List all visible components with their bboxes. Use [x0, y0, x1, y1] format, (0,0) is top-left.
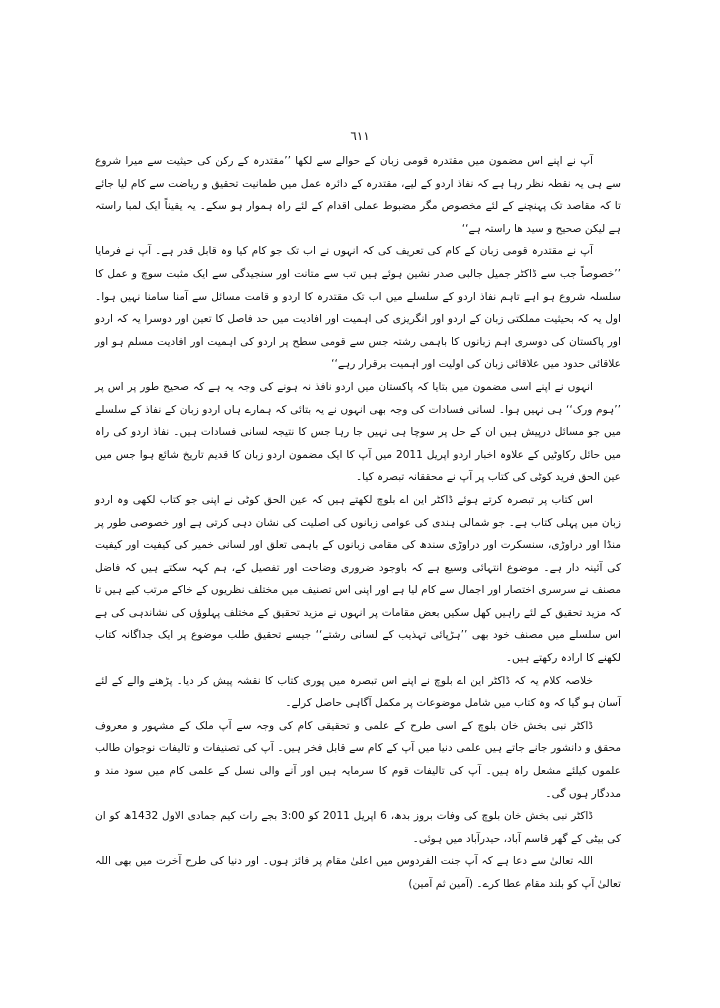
paragraph-7: ڈاکٹر نبی بخش خان بلوچ کی وفات بروز بدھ، 6 اپریل 2011 کو 3:00 بجے رات کیم جمادی الاول 1432ھ کو ان کی بیٹی کے گھر قاسم آباد، حیدرآباد میں ہوئی۔ — [95, 810, 621, 845]
paragraph-3: انہوں نے اپنے اسی مضمون میں بتایا کہ پاکستان میں اردو نافذ نہ ہونے کی وجہ یہ ہے کہ صحیح طور پر اس پر ’’ہوم ورک‘‘ ہی نہیں ہوا۔ لسانی فسادات کی وجہ بھی انہوں نے یہ بتائی کہ ہمارے ہاں اردو زبان کے نفاذ کے سلسلے میں جو مسائل درپیش ہیں ان کے حل پر سوچا ہی نہیں جا رہا جس کا نتیجہ لسانی فسادات ہیں۔ نفاذ اردو کی راہ میں حائل رکاوٹیں کے علاوہ اخبار اردو اپریل 2011 میں آپ کا ایک مضمون اردو زبان کا قدیم تاریخ شائع ہوا جس میں عین الحق فرید کوٹی کی کتاب پر آپ نے محققانہ تبصرہ کیا۔ — [95, 380, 622, 484]
paragraph-6: ڈاکٹر نبی بخش خان بلوچ کے اسی طرح کے علمی و تحقیقی کام کی وجہ سے آپ ملک کے مشہور و معروف محقق و دانشور جانے جاتے ہیں علمی دنیا میں آپ کے کام سے قابل فخر ہیں۔ آپ کی تصنیفات و تالیفات نوجوان طالب علموں کیلئے مشعل راہ ہیں۔ آپ کی تالیفات قوم کا سرمایہ ہیں اور آنے والی نسل کے علمی کام میں سود مند و مددگار ہوں گی۔ — [95, 719, 621, 800]
page-number: ٦١١ — [350, 129, 370, 143]
paragraph-8: اللہ تعالیٰ سے دعا ہے کہ آپ جنت الفردوس میں اعلیٰ مقام پر فائز ہوں۔ اور دنیا کی طرح آخرت میں بھی اللہ تعالیٰ آپ کو بلند مقام عطا کرے۔ (آمین ثم آمین) — [95, 855, 621, 890]
paragraph-2: آپ نے مقتدرہ قومی زبان کے کام کی تعریف کی کہ انہوں نے اب تک جو کام کیا وہ قابل قدر ہے۔ آپ نے فرمایا ’’خصوصاً جب سے ڈاکٹر جمیل جالبی صدر نشین ہوئے ہیں تب سے متانت اور سنجیدگی سے ایک مثبت سوچ و عمل کا سلسلہ شروع ہو اہے تاہم نفاذ اردو کے سلسلے میں اب تک مقتدرہ کا اردو و قامت مسائل سے آمنا سامنا نہیں ہوا۔ اول یہ کہ بحیثیت مملکتی زبان کے اردو اور انگریزی کی اہمیت اور افادیت میں حد فاصل کا تعین اور دوسرا یہ کہ اردو اور پاکستان کی دوسری اہم زبانوں کا باہمی رشتہ جس سے قومی سطح پر اردو کی اہمیت اور افادیت مسلم ہو اور علاقائی حدود میں علاقائی زبان کی اولیت اور اہمیت برقرار رہے‘‘ — [95, 245, 621, 371]
paragraph-5: خلاصہ کلام یہ کہ ڈاکٹر این اے بلوچ نے اپنے اس تبصرہ میں پوری کتاب کا نقشہ پیش کر دیا۔ پڑھنے والے کے لئے آسان ہو گیا کہ وہ کتاب میں شامل موضوعات پر مکمل آگاہی حاصل کرلے۔ — [95, 674, 621, 710]
paragraph-1: آپ نے اپنے اس مضمون میں مقتدرہ قومی زبان کے حوالے سے لکھا ’’مقتدرہ کے رکن کی حیثیت سے میرا شروع سے ہی یہ نقطہ نظر رہا ہے کہ نفاذ اردو کے لیے، مقتدرہ کے دائرہ عمل میں طمانیت تحقیق و ریاضت سے کام لیا جائے تا کہ مقاصد تک پہنچنے کے لئے مخصوص مگر مضبوط عملی اقدام کے لئے راہ ہموار ہو سکے۔ یہ یقیناً ایک لمبا راستہ ہے لیکن صحیح و سید ھا راستہ ہے‘‘ — [95, 155, 621, 235]
paragraph-4: اس کتاب پر تبصرہ کرتے ہوئے ڈاکٹر این اے بلوچ لکھتے ہیں کہ عین الحق کوٹی نے اپنی جو کتاب لکھی وہ اردو زبان میں پہلی کتاب ہے۔ جو شمالی ہندی کی عوامی زبانوں کی اصلیت کی نشان دہی کرتی ہے اور خصوصی طور پر منڈا اور دراوڑی، سنسکرت اور دراوڑی سندھ کی مقامی زبانوں کے باہمی تعلق اور لسانی خمیر کی کیفیت اور کیفیت کی آئینہ دار ہے۔ موضوع انتہائی وسیع ہے کہ باوجود ضروری وضاحت اور تفصیل کے، ہم کہہ سکتے ہیں کہ فاضل مصنف نے سرسری اختصار اور اجمال سے کام لیا ہے اور اپنی اس تصنیف میں مختلف نظریوں کے خاکے مرتب کیے ہیں تا کہ مزید تحقیق کے لئے راہیں کھل سکیں بعض مقامات پر انہوں نے مزید تحقیق کے مختلف پہلوؤں کی نشاندہی کی ہے اس سلسلے میں مصنف خود بھی ’’ہڑپائی تہذیب کے لسانی رشتے‘‘ جیسے تحقیق طلب موضوع پر ایک جداگانہ کتاب لکھنے کا ارادہ رکھتے ہیں۔ — [95, 493, 621, 665]
body-text — [95, 150, 621, 896]
